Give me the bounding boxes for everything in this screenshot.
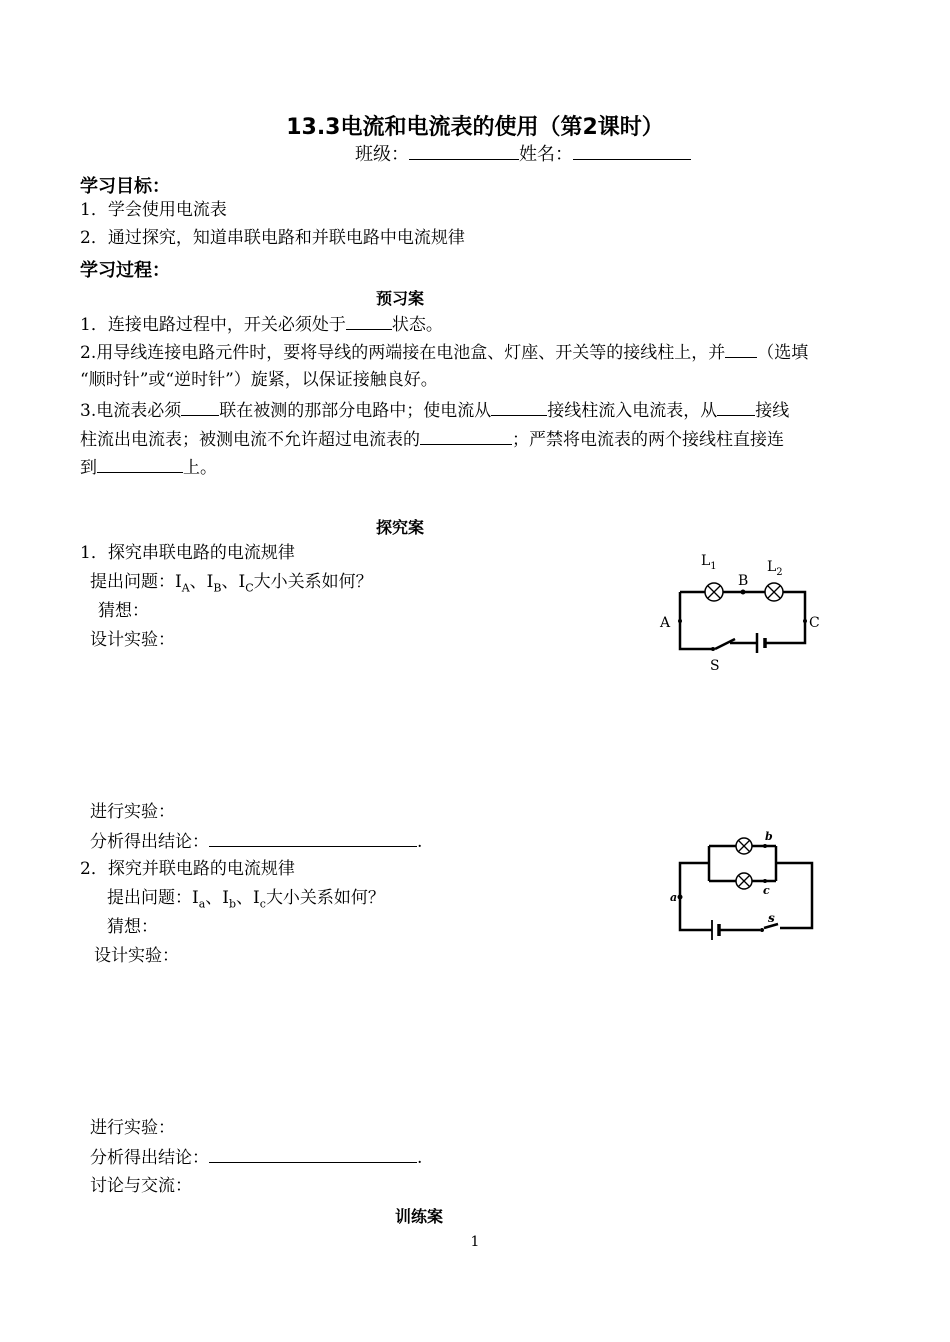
label-a: a: [670, 891, 678, 904]
preview-q3: 3.电流表必须 联在被测的那部分电路中；使电流从 接线柱流入电流表，从 接线: [80, 401, 790, 421]
parallel-title: 2．探究并联电路的电流规律: [80, 859, 295, 879]
label-S: S: [710, 658, 720, 674]
process-heading: 学习过程：: [80, 260, 170, 281]
preview-q3-cont: 柱流出电流表；被测电流不允许超过电流表的 ；严禁将电流表的两个接线柱直接连: [80, 430, 784, 450]
series-question: 提出问题：$I_A$、$I_B$、$I_C$大小关系如何？: [90, 572, 373, 595]
class-name-line: [355, 143, 691, 166]
label-b: b: [765, 830, 773, 843]
page-title: 13.3电流和电流表的使用（第2课时）: [286, 115, 664, 140]
series-do-exp: 进行实验：: [90, 802, 175, 822]
q2-blank[interactable]: [725, 341, 757, 358]
preview-q2-cont: “顺时针”或“逆时针”）旋紧，以保证接触良好。: [80, 370, 438, 390]
parallel-circuit-diagram: [660, 826, 825, 946]
label-B: B: [738, 573, 749, 589]
q3-blank-4[interactable]: [420, 428, 512, 445]
objective-item-2: 2．通过探究，知道串联电路和并联电路中电流规律: [80, 228, 465, 248]
class-label: 班级：: [355, 144, 409, 165]
q1-blank[interactable]: [346, 313, 392, 330]
class-blank[interactable]: [409, 143, 519, 160]
training-heading: 训练案: [394, 1207, 443, 1226]
series-conclusion: 分析得出结论： .: [90, 832, 423, 852]
parallel-do-exp: 进行实验：: [90, 1118, 175, 1138]
objective-item-1: 1．学会使用电流表: [80, 200, 227, 220]
preview-q3-cont2: 到 上。: [80, 458, 217, 478]
name-blank[interactable]: [573, 143, 691, 160]
parallel-conclusion-blank[interactable]: [209, 1146, 417, 1163]
explore-heading: 探究案: [375, 518, 424, 537]
parallel-question: 提出问题：$I_a$、$I_b$、$I_c$大小关系如何？: [107, 888, 385, 911]
label-c: c: [763, 884, 770, 897]
preview-heading: 预习案: [375, 289, 424, 308]
label-A: A: [660, 615, 671, 631]
label-C: C: [809, 615, 820, 631]
discussion: 讨论与交流：: [90, 1176, 192, 1196]
page-number: 1: [470, 1234, 480, 1250]
name-label: 姓名：: [519, 144, 573, 165]
preview-q2: 2.用导线连接电路元件时，要将导线的两端接在电池盒、灯座、开关等的接线柱上，并 （选填: [80, 343, 809, 363]
parallel-conclusion: 分析得出结论： .: [90, 1148, 423, 1168]
objectives-heading: 学习目标：: [80, 176, 170, 197]
series-title: 1．探究串联电路的电流规律: [80, 543, 295, 563]
label-L1: $L_1$: [701, 553, 717, 572]
series-design: 设计实验：: [90, 630, 175, 650]
q3-blank-1[interactable]: [181, 399, 219, 416]
parallel-design: 设计实验：: [94, 946, 179, 966]
series-guess: 猜想：: [98, 601, 149, 621]
label-L2: $L_2$: [767, 559, 783, 578]
parallel-guess: 猜想：: [107, 917, 158, 937]
series-circuit-diagram: [655, 545, 835, 680]
series-conclusion-blank[interactable]: [209, 830, 417, 847]
preview-q1: 1．连接电路过程中，开关必须处于 状态。: [80, 315, 443, 335]
label-s: s: [768, 911, 775, 925]
q3-blank-5[interactable]: [97, 456, 183, 473]
q3-blank-3[interactable]: [717, 399, 755, 416]
q3-blank-2[interactable]: [491, 399, 547, 416]
